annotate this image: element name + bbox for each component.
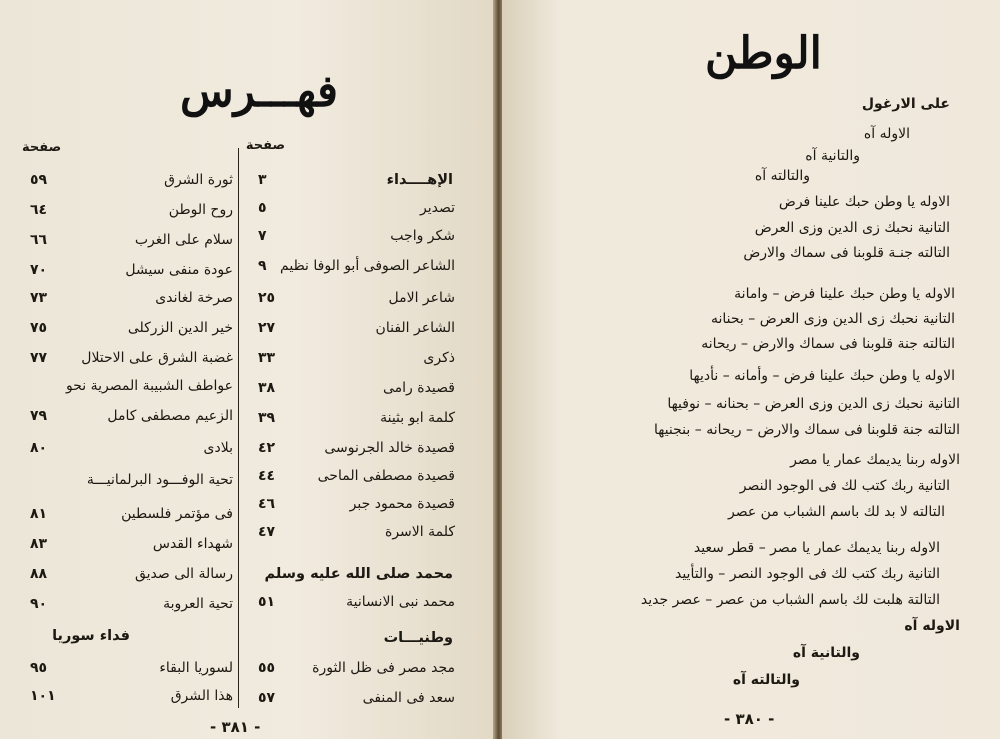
poem-line: الاوله يا وطن حبك علينا فرض (778, 194, 950, 210)
poem-line: التانية نحبك زى الدين وزى العرض – بحنانه (710, 311, 955, 327)
poem-line: التانية نحبك زى الدين وزى العرض (754, 220, 950, 236)
index-entry-page: ٧٣ (30, 290, 48, 306)
poem-line: والتالته آه (754, 168, 810, 184)
index-entry-page: ٩ (258, 258, 267, 274)
column-divider (238, 148, 239, 708)
index-entry-title: الإهــــداء (386, 172, 453, 188)
poem-line: التالته جنة قلوبنا فى سماك والارض – ريحانه – بنجنيها (653, 422, 960, 438)
index-entry-title: عواطف الشبيبة المصرية نحو (66, 378, 233, 394)
index-entry-title: عودة منفى سيشل (125, 262, 233, 278)
folio-right: - ٣٨٠ - (724, 710, 775, 728)
poem-title: الوطن (705, 28, 822, 79)
index-entry-title: شهداء القدس (152, 536, 233, 552)
index-entry-page: ٣٩ (258, 410, 276, 426)
index-entry-page: ٨١ (30, 506, 48, 522)
index-entry-page: ١٠١ (30, 688, 56, 704)
index-entry-title: سعد فى المنفى (362, 690, 455, 706)
index-entry-page: ٨٠ (30, 440, 48, 456)
index-entry-title: الزعيم مصطفى كامل (107, 408, 233, 424)
index-entry-title: خير الدين الزركلى (127, 320, 233, 336)
index-entry-title: ذكرى (423, 350, 455, 366)
poem-line: التانية نحبك زى الدين وزى العرض – بحنانه – نوفيها (667, 396, 960, 412)
index-entry-page: ٢٥ (258, 290, 276, 306)
poem-page (502, 0, 1000, 739)
index-entry-page: ٤٢ (258, 440, 276, 456)
index-entry-page: ٥ (258, 200, 267, 216)
index-entry-title: مجد مصر فى ظل الثورة (312, 660, 455, 676)
index-entry-title: روح الوطن (168, 202, 233, 218)
poem-line: الاوله يا وطن حبك علينا فرض – وامانة (734, 286, 955, 302)
index-entry-title: قصيدة محمود جبر (349, 496, 455, 512)
index-page (0, 0, 495, 739)
folio-left: - ٣٨١ - (210, 718, 261, 736)
index-entry-title: قصيدة رامى (382, 380, 455, 396)
poem-line: الاوله ربنا يديمك عمار يا مصر (790, 452, 960, 468)
index-entry-page: ٤٦ (258, 496, 276, 512)
index-entry-title: تحية الوفـــود البرلمانيـــة (86, 472, 233, 488)
index-entry-title: شاعر الامل (388, 290, 455, 306)
poem-line: التالته جنة قلوبنا فى سماك والارض – ريحانه (701, 336, 955, 352)
index-entry-title: غضبة الشرق على الاحتلال (81, 350, 233, 366)
index-entry-title: الشاعر الفنان (375, 320, 455, 336)
index-entry-page: ٧٩ (30, 408, 48, 424)
index-entry-title: شكر واجب (390, 228, 455, 244)
page-column-header-inner: صفحة (245, 138, 285, 153)
index-entry-page: ٧ (258, 228, 267, 244)
index-entry-title: قصيدة مصطفى الماحى (317, 468, 455, 484)
poem-line: والتانية آه (805, 148, 860, 164)
index-entry-title: سلام على الغرب (134, 232, 233, 248)
poem-line: التالته لا بد لك باسم الشباب من عصر (728, 504, 945, 520)
index-entry-page: ٨٣ (30, 536, 48, 552)
index-entry-title: ثورة الشرق (164, 172, 233, 188)
index-entry-page: ٩٠ (30, 596, 48, 612)
index-title: فهـــرس (180, 66, 338, 117)
poem-line: التانية ربك كتب لك فى الوجود النصر (739, 478, 950, 494)
poem-line: الاوله يا وطن حبك علينا فرض – وأمانه – نأديها (689, 368, 955, 384)
index-entry-page: ٤٤ (258, 468, 276, 484)
poem-line: الاوله ربنا يديمك عمار يا مصر – قطر سعيد (693, 540, 940, 556)
index-entry-page: ٤٧ (258, 524, 276, 540)
index-entry-title: كلمة الاسرة (384, 524, 455, 540)
index-entry-title: بلادى (203, 440, 233, 456)
poem-line: على الارغول (861, 96, 950, 112)
index-entry-page: ٣٨ (258, 380, 276, 396)
index-entry-title: تحية العروبة (163, 596, 233, 612)
index-entry-page: ٢٧ (258, 320, 276, 336)
poem-line: والتالته آه (732, 672, 800, 688)
index-entry-page: ٧٥ (30, 320, 48, 336)
poem-line: التالتة هلبت لك باسم الشباب من عصر – عصر جديد (640, 592, 940, 608)
poem-line: الاوله آه (863, 126, 910, 142)
index-entry-page: ٧٧ (30, 350, 48, 366)
poem-line: والتانية آه (792, 645, 860, 661)
index-entry-title: رسالة الى صديق (134, 566, 233, 582)
index-entry-page: ٥٥ (258, 660, 276, 676)
poem-line: الاوله آه (904, 618, 960, 634)
poem-line: التانية ربك كتب لك فى الوجود النصر – والتأييد (674, 566, 940, 582)
page-column-header-outer: صفحة (22, 140, 62, 155)
index-entry-page: ٣٣ (258, 350, 276, 366)
index-entry-title: فداء سوريا (52, 628, 130, 644)
index-entry-title: هذا الشرق (170, 688, 233, 704)
index-entry-title: لسوريا البقاء (159, 660, 233, 676)
index-entry-title: قصيدة خالد الجرنوسى (324, 440, 455, 456)
index-entry-page: ٣ (258, 172, 267, 188)
index-entry-page: ٩٥ (30, 660, 48, 676)
index-entry-page: ٥١ (258, 594, 276, 610)
index-entry-page: ٦٤ (30, 202, 48, 218)
index-entry-page: ٥٩ (30, 172, 48, 188)
index-entry-page: ٧٠ (30, 262, 48, 278)
index-entry-title: تصدير (419, 200, 455, 216)
index-entry-title: محمد نبى الانسانية (346, 594, 455, 610)
index-entry-title: وطنيـــات (383, 630, 453, 646)
index-entry-page: ٦٦ (30, 232, 48, 248)
index-entry-title: محمد صلى الله عليه وسلم (264, 566, 453, 582)
index-entry-title: فى مؤتمر فلسطين (121, 506, 233, 522)
index-entry-page: ٥٧ (258, 690, 276, 706)
index-entry-title: الشاعر الصوفى أبو الوفا نظيم (280, 258, 455, 274)
index-entry-title: صرخة لغاندى (155, 290, 233, 306)
index-entry-title: كلمة ابو بثينة (380, 410, 455, 426)
poem-line: التالته جنـة قلوبنا فى سماك والارض (743, 245, 950, 261)
index-entry-page: ٨٨ (30, 566, 48, 582)
